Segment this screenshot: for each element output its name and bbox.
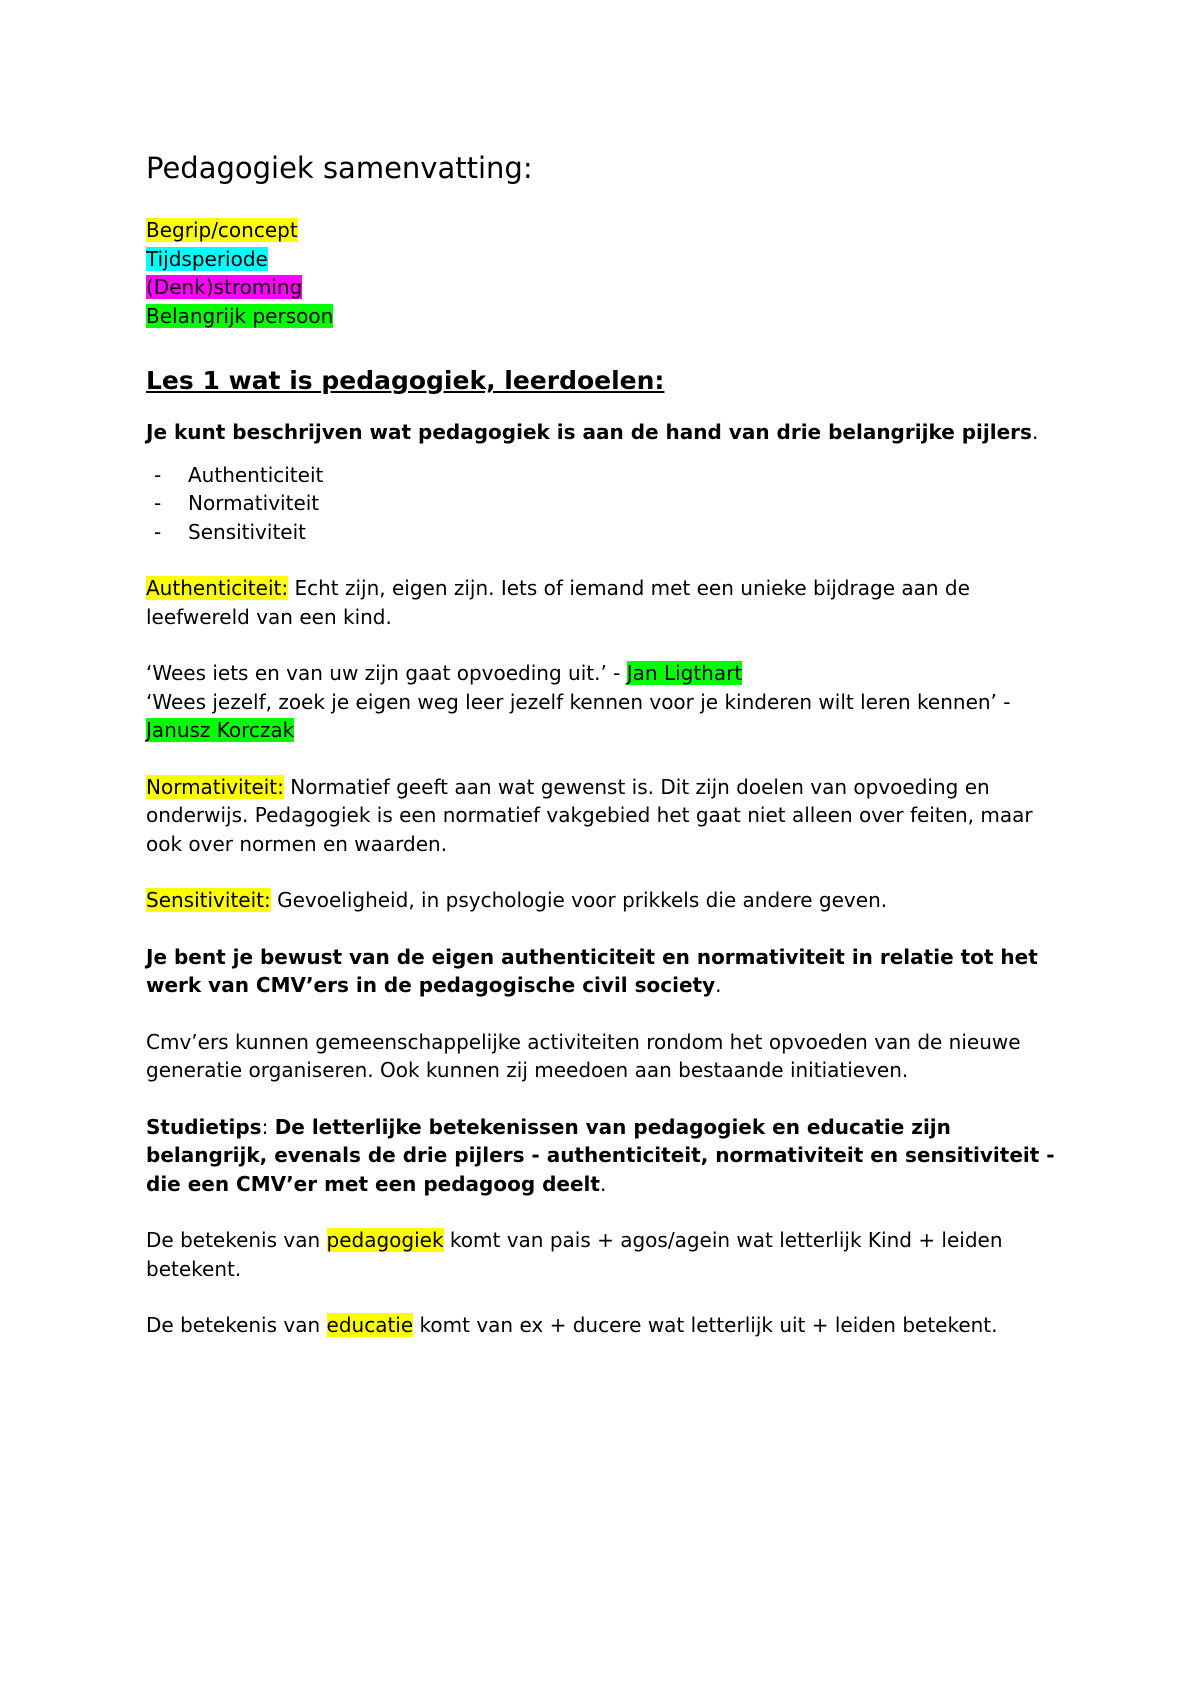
person-jan-ligthart: Jan Ligthart: [626, 661, 743, 685]
list-item: - Sensitiviteit: [154, 519, 306, 544]
study-tips: Studietips: De letterlijke betekenissen van pedagogiek en educatie zijn belangrijk, evenals de drie pijlers - authenticiteit, normativiteit en sensitiviteit - die een CMV’er met een pedagoog deelt.: [146, 1114, 1055, 1196]
legend-person: Belangrijk persoon: [146, 303, 334, 328]
educatie-meaning: De betekenis van educatie komt van ex + ducere wat letterlijk uit + leiden betekent.: [146, 1313, 998, 1337]
legend-time-period: Tijdsperiode: [146, 246, 268, 271]
sensitivity-definition: Sensitiviteit: Gevoeligheid, in psychologie voor prikkels die andere geven.: [146, 888, 888, 912]
authenticity-definition: Authenticiteit: Echt zijn, eigen zijn. Iets of iemand met een unieke bijdrage aan de leefwereld van een kind.: [146, 576, 970, 629]
normativity-definition: Normativiteit: Normatief geeft aan wat gewenst is. Dit zijn doelen van opvoeding en onderwijs. Pedagogiek is een normatief vakgebied het gaat niet alleen over feiten, maar ook over normen en waarden.: [146, 774, 1033, 856]
normativity-term: Normativiteit:: [146, 774, 284, 799]
document-title: Pedagogiek samenvatting:: [146, 151, 533, 185]
learning-goal-1: Je kunt beschrijven wat pedagogiek is aan de hand van drie belangrijke pijlers.: [146, 420, 1039, 444]
person-janusz-korczak: Janusz Korczak: [146, 718, 295, 742]
pedagogiek-meaning: De betekenis van pedagogiek komt van pais + agos/agein wat letterlijk Kind + leiden betekent.: [146, 1228, 1003, 1281]
pedagogiek-term: pedagogiek: [326, 1228, 444, 1252]
legend-movement: (Denk)stroming: [146, 275, 303, 299]
learning-goal-2: Je bent je bewust van de eigen authenticiteit en normativiteit in relatie tot het werk van CMV’ers in de pedagogische civil society.: [146, 944, 1038, 997]
legend-concept: Begrip/concept: [146, 218, 298, 242]
list-item: - Normativiteit: [154, 491, 320, 515]
quote-ligthart: ‘Wees iets en van uw zijn gaat opvoeding uit.’ - Jan Ligthart: [146, 661, 743, 685]
color-legend: [146, 216, 1060, 330]
quote-korczak: ‘Wees jezelf, zoek je eigen weg leer jezelf kennen voor je kinderen wilt leren kennen’ - Janusz Korczak: [146, 689, 1011, 742]
educatie-term: educatie: [326, 1313, 414, 1337]
authenticity-term: Authenticiteit:: [146, 576, 289, 600]
pillars-list: [146, 461, 1060, 547]
list-item: - Authenticiteit: [154, 462, 324, 487]
sensitivity-term: Sensitiviteit:: [146, 888, 271, 912]
cmv-paragraph: Cmv’ers kunnen gemeenschappelijke activiteiten rondom het opvoeden van de nieuwe generatie organiseren. Ook kunnen zij meedoen aan bestaande initiatieven.: [146, 1029, 1021, 1082]
section-heading: Les 1 wat is pedagogiek, leerdoelen:: [146, 366, 665, 395]
